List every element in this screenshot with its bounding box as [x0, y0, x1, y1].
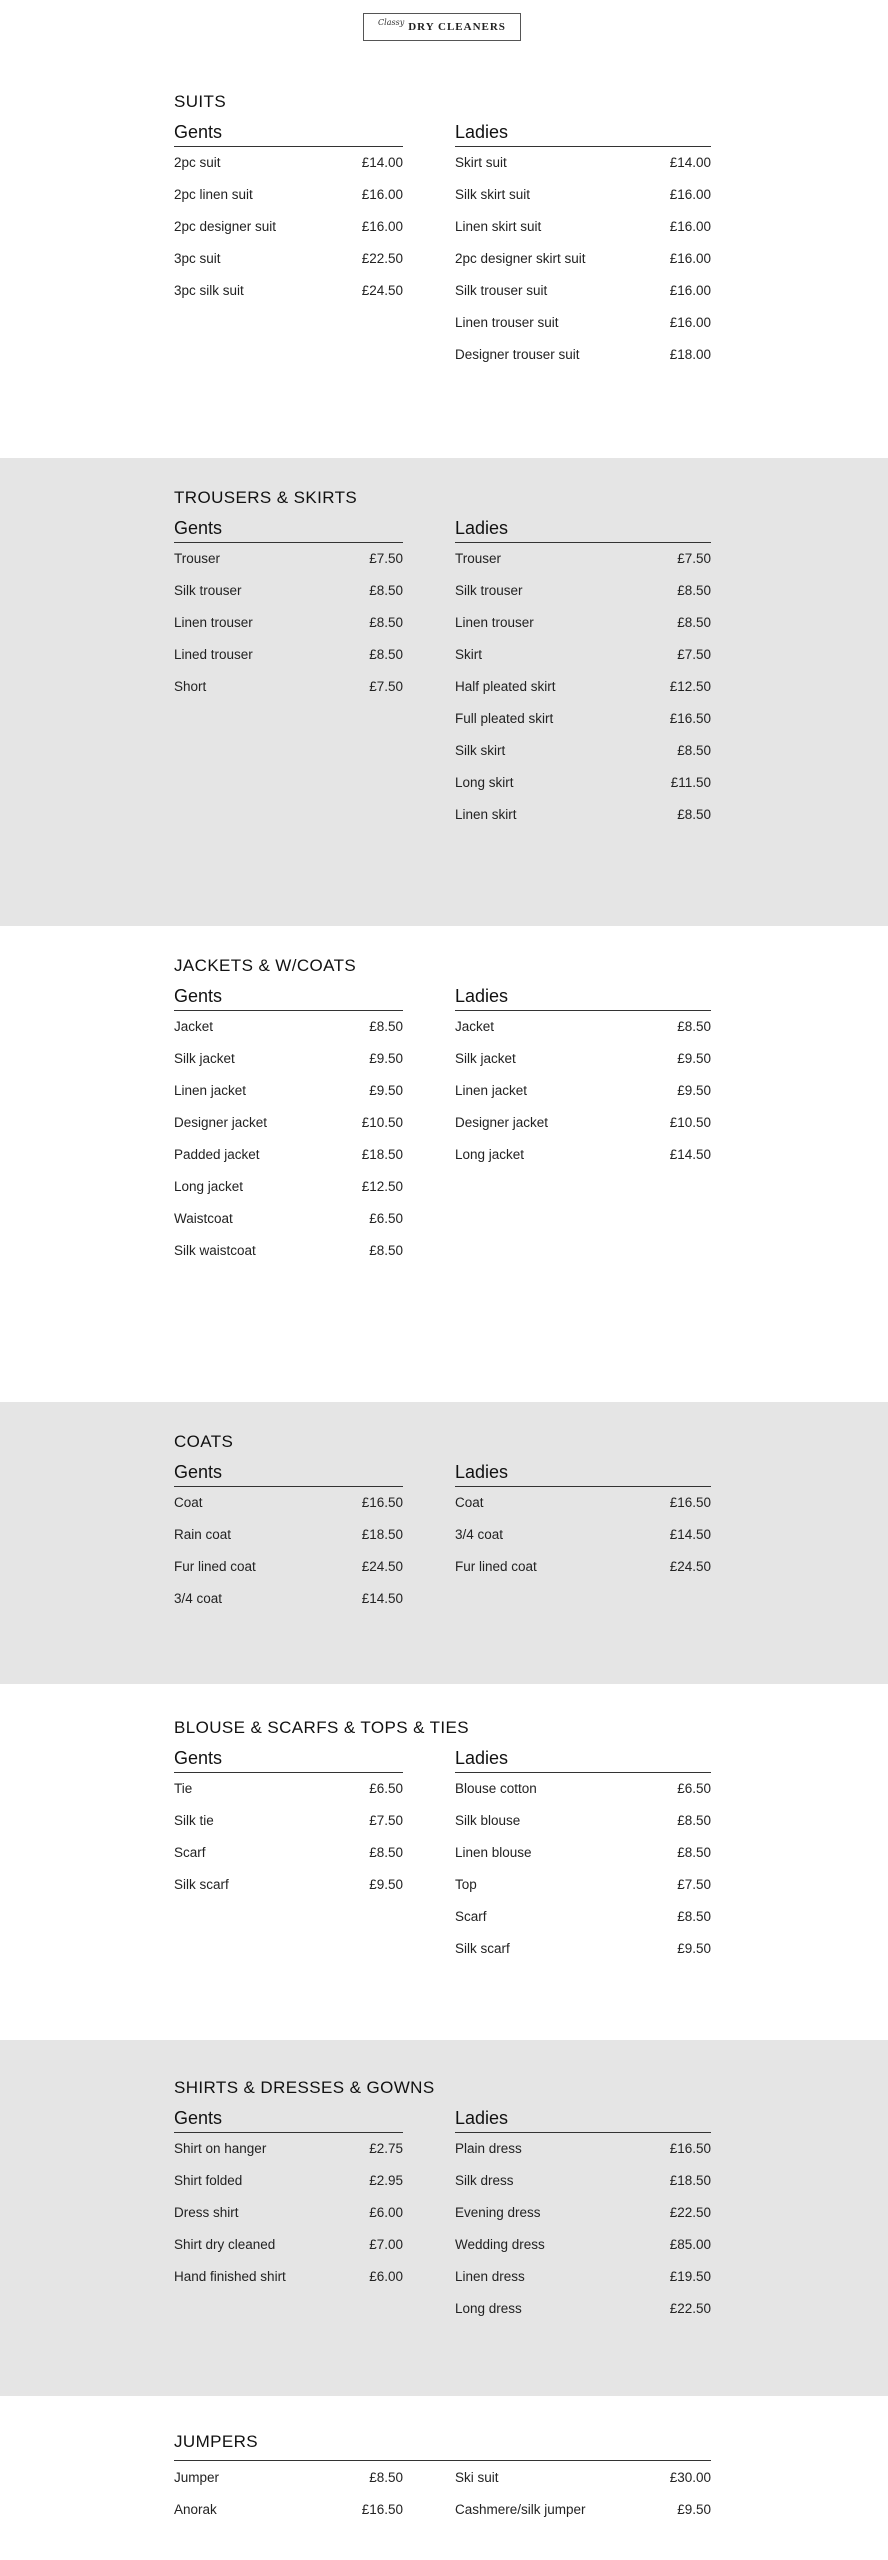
item-price: £16.50 [669, 2141, 711, 2156]
item-price: £7.50 [677, 551, 711, 566]
item-name: Skirt [455, 647, 482, 662]
item-name: Silk scarf [174, 1877, 229, 1892]
item-name: Cashmere/silk jumper [455, 2502, 586, 2517]
item-price: £8.50 [677, 1909, 711, 1924]
price-list-item [455, 639, 711, 671]
gents-column [174, 514, 403, 703]
price-list-item [174, 1043, 403, 1075]
item-name: 2pc designer suit [174, 219, 277, 234]
item-name: Linen trouser [455, 615, 534, 630]
item-name: Ski suit [455, 2470, 499, 2485]
price-list-item [174, 607, 403, 639]
item-name: Silk dress [455, 2173, 514, 2188]
price-list-item [174, 1487, 403, 1519]
item-name: Silk trouser [174, 583, 242, 598]
item-name: Linen jacket [174, 1083, 247, 1098]
price-list-item [174, 543, 403, 575]
price-list-item [455, 799, 711, 831]
price-list-item [455, 1011, 711, 1043]
price-list-item [455, 2494, 711, 2526]
page-header [0, 0, 888, 78]
section-title: TROUSERS & SKIRTS [174, 488, 358, 507]
price-list-item [455, 607, 711, 639]
price-list-item [174, 1837, 403, 1869]
price-list-item [455, 2293, 711, 2325]
item-name: Silk blouse [455, 1813, 521, 1828]
item-name: Long jacket [455, 1147, 525, 1162]
gents-column [174, 1744, 403, 1901]
price-list-item [455, 543, 711, 575]
item-price: £22.50 [669, 2301, 711, 2316]
item-name: Shirt on hanger [174, 2141, 267, 2156]
gents-column [174, 982, 403, 1267]
price-list-item [174, 2261, 403, 2293]
item-name: Jacket [174, 1019, 214, 1034]
item-price: £12.50 [669, 679, 711, 694]
price-list-item [455, 1933, 711, 1965]
item-name: Silk skirt suit [455, 187, 531, 202]
item-price: £2.75 [369, 2141, 403, 2156]
item-price: £16.00 [669, 251, 711, 266]
item-price: £7.50 [369, 551, 403, 566]
section-divider [174, 2452, 711, 2461]
price-list-item [455, 671, 711, 703]
price-list-item [455, 2133, 711, 2165]
item-name: Long skirt [455, 775, 514, 790]
item-name: Wedding dress [455, 2237, 545, 2252]
item-name: Rain coat [174, 1527, 232, 1542]
price-list-item [455, 1487, 711, 1519]
item-name: Anorak [174, 2502, 217, 2517]
item-price: £8.50 [677, 1845, 711, 1860]
item-name: Long dress [455, 2301, 522, 2316]
price-list-item [455, 2229, 711, 2261]
section-2 [0, 926, 888, 1402]
item-name: Silk waistcoat [174, 1243, 256, 1258]
price-list-item [174, 2494, 403, 2526]
item-price: £10.50 [361, 1115, 403, 1130]
price-list-item [174, 1551, 403, 1583]
item-price: £7.50 [677, 1877, 711, 1892]
item-price: £7.00 [369, 2237, 403, 2252]
item-price: £2.95 [369, 2173, 403, 2188]
item-price: £9.50 [369, 1051, 403, 1066]
gents-column [174, 2104, 403, 2293]
item-price: £8.50 [677, 1813, 711, 1828]
section-title: JACKETS & W/COATS [174, 956, 357, 975]
price-list-item [174, 1107, 403, 1139]
item-name: Evening dress [455, 2205, 541, 2220]
logo-script-text: Classy [378, 17, 405, 27]
price-list-item [455, 1837, 711, 1869]
ladies-column [455, 1744, 711, 1965]
ladies-column [455, 2462, 711, 2526]
price-list-item [174, 2165, 403, 2197]
item-price: £16.00 [669, 315, 711, 330]
item-name: Silk scarf [455, 1941, 510, 1956]
item-price: £8.50 [677, 615, 711, 630]
price-list-item [174, 1203, 403, 1235]
price-list-item [174, 1011, 403, 1043]
ladies-heading: Ladies [455, 2104, 711, 2133]
price-list-item [174, 1235, 403, 1267]
item-price: £16.00 [669, 219, 711, 234]
price-list-item [455, 243, 711, 275]
gents-heading: Gents [174, 1744, 403, 1773]
item-name: Lined trouser [174, 647, 253, 662]
price-list-item [174, 639, 403, 671]
item-name: 3/4 coat [174, 1591, 223, 1606]
item-name: 3/4 coat [455, 1527, 504, 1542]
price-list-item [174, 2133, 403, 2165]
price-list-item [455, 1869, 711, 1901]
item-price: £8.50 [369, 2470, 403, 2485]
item-price: £7.50 [677, 647, 711, 662]
item-price: £9.50 [677, 2502, 711, 2517]
price-list-item [174, 1805, 403, 1837]
item-name: 2pc linen suit [174, 187, 253, 202]
item-price: £9.50 [677, 1941, 711, 1956]
item-price: £18.50 [361, 1147, 403, 1162]
gents-column [174, 2462, 403, 2526]
ladies-heading: Ladies [455, 1458, 711, 1487]
item-name: 3pc silk suit [174, 283, 244, 298]
price-list-item [174, 1171, 403, 1203]
price-list-item [455, 2261, 711, 2293]
item-name: Padded jacket [174, 1147, 260, 1162]
price-list-item [174, 275, 403, 307]
item-price: £8.50 [369, 1019, 403, 1034]
section-4 [0, 1684, 888, 2040]
item-price: £24.50 [361, 283, 403, 298]
item-name: Linen dress [455, 2269, 525, 2284]
item-price: £9.50 [677, 1051, 711, 1066]
item-price: £16.50 [669, 1495, 711, 1510]
price-list-item [174, 243, 403, 275]
item-price: £16.00 [669, 187, 711, 202]
item-name: Waistcoat [174, 1211, 233, 1226]
item-name: Linen jacket [455, 1083, 528, 1098]
ladies-heading: Ladies [455, 118, 711, 147]
price-list-item [455, 1901, 711, 1933]
section-6 [0, 2396, 888, 2560]
item-price: £22.50 [361, 251, 403, 266]
price-list-item [455, 735, 711, 767]
item-price: £8.50 [369, 583, 403, 598]
price-list-item [455, 1773, 711, 1805]
item-name: 2pc designer skirt suit [455, 251, 586, 266]
item-price: £10.50 [669, 1115, 711, 1130]
item-price: £8.50 [677, 807, 711, 822]
price-list-item [455, 703, 711, 735]
gents-heading: Gents [174, 118, 403, 147]
item-price: £6.50 [369, 1781, 403, 1796]
item-name: Silk trouser [455, 583, 523, 598]
item-price: £8.50 [369, 1243, 403, 1258]
item-name: Dress shirt [174, 2205, 239, 2220]
item-name: Linen blouse [455, 1845, 532, 1860]
item-name: Linen skirt [455, 807, 517, 822]
item-name: Hand finished shirt [174, 2269, 286, 2284]
logo-name-text: DRY CLEANERS [408, 21, 506, 33]
ladies-heading: Ladies [455, 514, 711, 543]
item-price: £8.50 [369, 647, 403, 662]
gents-heading: Gents [174, 982, 403, 1011]
item-price: £30.00 [669, 2470, 711, 2485]
price-list-item [174, 2229, 403, 2261]
item-price: £16.50 [361, 2502, 403, 2517]
brand-logo[interactable] [363, 13, 521, 41]
item-price: £6.00 [369, 2269, 403, 2284]
section-0 [0, 78, 888, 458]
item-name: Fur lined coat [455, 1559, 537, 1574]
price-list-item [455, 147, 711, 179]
price-list-item [174, 575, 403, 607]
price-list-item [455, 1075, 711, 1107]
item-price: £19.50 [669, 2269, 711, 2284]
gents-heading: Gents [174, 2104, 403, 2133]
price-list-item [455, 179, 711, 211]
section-title: SUITS [174, 92, 227, 111]
price-list-item [174, 179, 403, 211]
item-price: £11.50 [670, 775, 711, 790]
price-list-item [455, 1519, 711, 1551]
item-price: £12.50 [361, 1179, 403, 1194]
price-list-item [455, 1043, 711, 1075]
item-name: Tie [174, 1781, 193, 1796]
price-list-item [174, 1139, 403, 1171]
section-title: BLOUSE & SCARFS & TOPS & TIES [174, 1718, 470, 1737]
item-price: £7.50 [369, 679, 403, 694]
price-list-item [174, 1519, 403, 1551]
price-list-item [455, 1551, 711, 1583]
item-name: Silk skirt [455, 743, 506, 758]
price-list-item [174, 671, 403, 703]
item-name: Trouser [455, 551, 502, 566]
item-name: Blouse cotton [455, 1781, 537, 1796]
price-list-item [455, 1139, 711, 1171]
item-price: £7.50 [369, 1813, 403, 1828]
item-price: £8.50 [677, 1019, 711, 1034]
price-list-item [174, 1075, 403, 1107]
price-list-item [174, 1869, 403, 1901]
item-name: Scarf [174, 1845, 206, 1860]
item-name: Designer jacket [455, 1115, 549, 1130]
item-name: Linen trouser [174, 615, 253, 630]
item-name: Silk jacket [455, 1051, 516, 1066]
item-name: Short [174, 679, 207, 694]
section-title: JUMPERS [174, 2432, 259, 2451]
price-list-item [455, 575, 711, 607]
item-name: Trouser [174, 551, 221, 566]
section-title: COATS [174, 1432, 234, 1451]
item-name: Plain dress [455, 2141, 522, 2156]
gents-heading: Gents [174, 514, 403, 543]
price-list-item [174, 2197, 403, 2229]
item-name: Jumper [174, 2470, 220, 2485]
price-list-item [174, 211, 403, 243]
section-3 [0, 1402, 888, 1684]
price-list-item [455, 1107, 711, 1139]
item-name: Linen skirt suit [455, 219, 542, 234]
item-price: £24.50 [361, 1559, 403, 1574]
price-list-item [174, 1773, 403, 1805]
item-price: £22.50 [669, 2205, 711, 2220]
item-name: Long jacket [174, 1179, 244, 1194]
item-name: Half pleated skirt [455, 679, 556, 694]
item-price: £14.50 [361, 1591, 403, 1606]
price-list-item [174, 1583, 403, 1615]
price-list-item [174, 2462, 403, 2494]
ladies-column [455, 514, 711, 831]
price-list-item [455, 211, 711, 243]
price-list-item [174, 147, 403, 179]
item-price: £14.50 [669, 1527, 711, 1542]
item-name: Designer trouser suit [455, 347, 580, 362]
item-price: £18.50 [669, 2173, 711, 2188]
gents-column [174, 1458, 403, 1615]
price-list-item [455, 275, 711, 307]
item-price: £16.50 [669, 711, 711, 726]
item-price: £8.50 [369, 615, 403, 630]
section-1 [0, 458, 888, 926]
item-price: £16.00 [361, 219, 403, 234]
price-list-item [455, 339, 711, 371]
ladies-column [455, 1458, 711, 1583]
item-price: £16.00 [669, 283, 711, 298]
item-name: Silk trouser suit [455, 283, 548, 298]
item-price: £14.00 [669, 155, 711, 170]
price-list-item [455, 307, 711, 339]
item-name: Jacket [455, 1019, 495, 1034]
price-list-item [455, 767, 711, 799]
item-price: £18.50 [361, 1527, 403, 1542]
item-name: Fur lined coat [174, 1559, 256, 1574]
item-name: Scarf [455, 1909, 487, 1924]
item-price: £9.50 [369, 1877, 403, 1892]
item-name: 2pc suit [174, 155, 221, 170]
price-list-item [455, 2462, 711, 2494]
item-name: Designer jacket [174, 1115, 268, 1130]
item-price: £85.00 [669, 2237, 711, 2252]
item-price: £6.50 [677, 1781, 711, 1796]
section-5 [0, 2040, 888, 2396]
item-name: Silk jacket [174, 1051, 235, 1066]
item-name: Skirt suit [455, 155, 507, 170]
item-price: £14.50 [669, 1147, 711, 1162]
price-list-item [455, 2165, 711, 2197]
item-name: Coat [174, 1495, 203, 1510]
item-name: Linen trouser suit [455, 315, 559, 330]
ladies-heading: Ladies [455, 1744, 711, 1773]
item-price: £16.00 [361, 187, 403, 202]
gents-column [174, 118, 403, 307]
item-price: £8.50 [369, 1845, 403, 1860]
item-price: £8.50 [677, 743, 711, 758]
item-price: £16.50 [361, 1495, 403, 1510]
ladies-column [455, 982, 711, 1171]
price-list-item [455, 1805, 711, 1837]
item-price: £8.50 [677, 583, 711, 598]
item-name: Silk tie [174, 1813, 214, 1828]
price-list-item [455, 2197, 711, 2229]
item-price: £9.50 [677, 1083, 711, 1098]
item-name: Top [455, 1877, 477, 1892]
gents-heading: Gents [174, 1458, 403, 1487]
item-price: £9.50 [369, 1083, 403, 1098]
ladies-column [455, 118, 711, 371]
item-price: £14.00 [361, 155, 403, 170]
ladies-heading: Ladies [455, 982, 711, 1011]
item-name: Coat [455, 1495, 484, 1510]
item-price: £24.50 [669, 1559, 711, 1574]
ladies-column [455, 2104, 711, 2325]
item-name: Shirt folded [174, 2173, 243, 2188]
item-price: £6.00 [369, 2205, 403, 2220]
item-price: £18.00 [669, 347, 711, 362]
item-price: £6.50 [369, 1211, 403, 1226]
item-name: 3pc suit [174, 251, 221, 266]
item-name: Full pleated skirt [455, 711, 554, 726]
item-name: Shirt dry cleaned [174, 2237, 276, 2252]
section-title: SHIRTS & DRESSES & GOWNS [174, 2078, 435, 2097]
